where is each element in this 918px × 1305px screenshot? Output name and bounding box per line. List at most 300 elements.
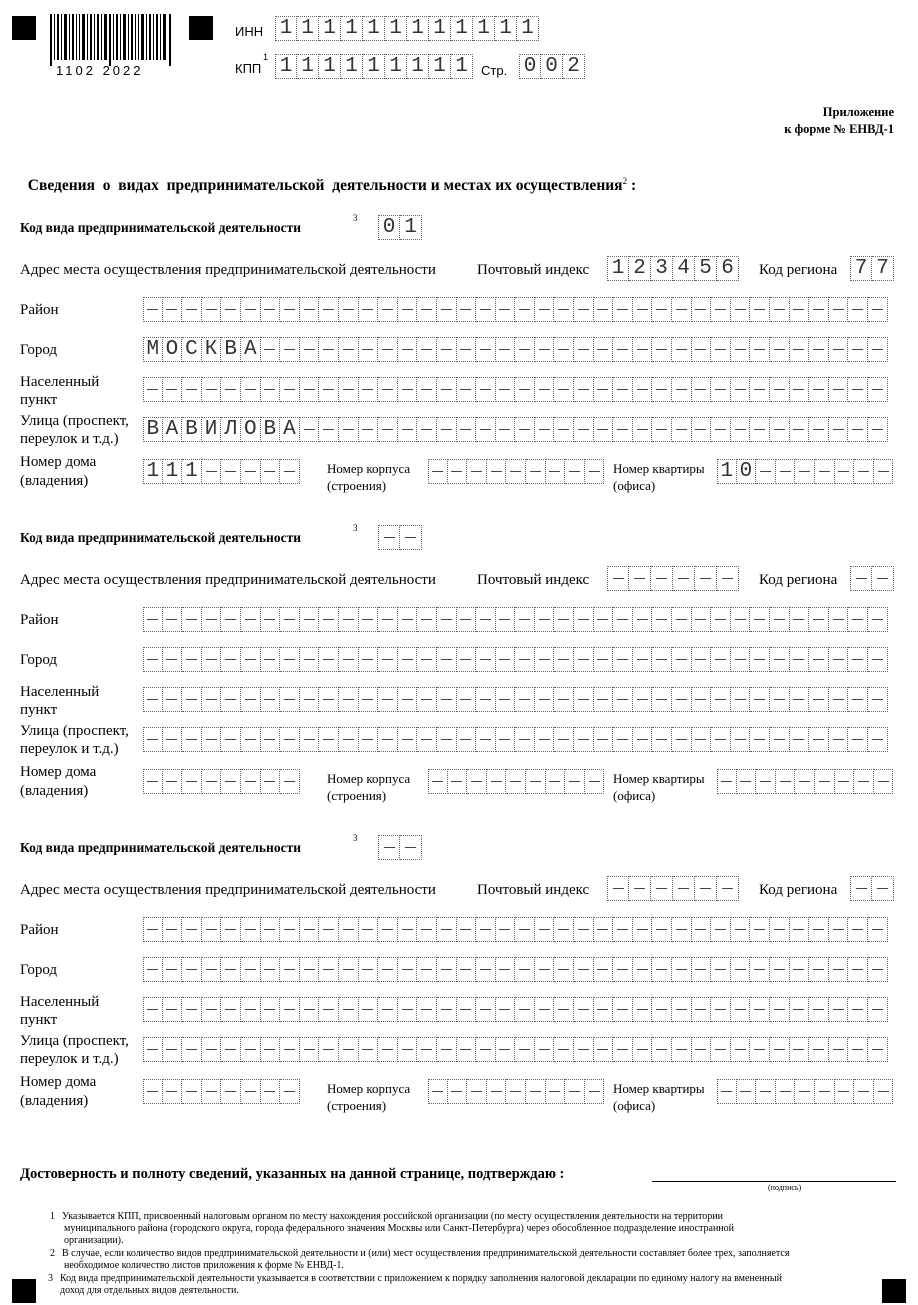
activity-code-label: Код вида предпринимательской деятельности (20, 840, 301, 855)
char-cell: 1 (341, 16, 363, 41)
char-cell (221, 687, 241, 712)
char-cell (554, 647, 574, 672)
apartment-label-line-2: (офиса) (613, 1098, 656, 1113)
char-cell (476, 957, 496, 982)
char-cell (202, 607, 222, 632)
char-cell (790, 377, 810, 402)
char-cell (554, 377, 574, 402)
char-cell (437, 297, 457, 322)
char-cell (633, 917, 653, 942)
building-label-line-2: (строения) (327, 788, 387, 803)
char-cell (221, 647, 241, 672)
char-cell (711, 377, 731, 402)
house-number-field[interactable] (143, 1079, 300, 1104)
char-cell (515, 917, 535, 942)
char-cell (848, 417, 868, 442)
char-cell (398, 607, 418, 632)
char-cell (319, 1037, 339, 1062)
char-cell (692, 727, 712, 752)
char-cell (476, 337, 496, 362)
char-cell (809, 687, 829, 712)
char-cell: 1 (297, 54, 319, 79)
char-cell (300, 607, 320, 632)
char-cell (300, 727, 320, 752)
char-cell (629, 876, 651, 901)
settlement-field[interactable] (143, 997, 888, 1022)
char-cell (868, 997, 888, 1022)
char-cell (692, 297, 712, 322)
char-cell: 1 (429, 54, 451, 79)
char-cell (221, 459, 241, 484)
city-field[interactable] (143, 957, 888, 982)
char-cell (770, 337, 790, 362)
char-cell (202, 727, 222, 752)
char-cell (241, 297, 261, 322)
char-cell (692, 917, 712, 942)
char-cell (717, 1079, 737, 1104)
apartment-label-line-2: (офиса) (613, 478, 656, 493)
char-cell (692, 997, 712, 1022)
street-field[interactable] (143, 1037, 888, 1062)
region-code-label: Код региона (759, 882, 838, 898)
postal-code-label: Почтовый индекс (477, 882, 590, 898)
char-cell (417, 417, 437, 442)
char-cell (594, 607, 614, 632)
char-cell (692, 337, 712, 362)
char-cell (339, 727, 359, 752)
apartment-number-field[interactable] (717, 769, 893, 794)
district-label: Район (20, 612, 59, 628)
char-cell (339, 917, 359, 942)
char-cell (829, 377, 849, 402)
char-cell (496, 997, 516, 1022)
appendix-line-1: Приложение (822, 105, 894, 119)
district-label: Район (20, 922, 59, 938)
char-cell (633, 417, 653, 442)
house-label-line-1: Номер дома (20, 454, 97, 470)
char-cell (437, 957, 457, 982)
char-cell (770, 647, 790, 672)
char-cell (790, 727, 810, 752)
char-cell (506, 769, 526, 794)
char-cell (378, 337, 398, 362)
char-cell (448, 459, 468, 484)
char-cell (790, 917, 810, 942)
char-cell (143, 769, 163, 794)
settlement-field[interactable] (143, 377, 888, 402)
char-cell (652, 917, 672, 942)
char-cell (457, 417, 477, 442)
char-cell (496, 727, 516, 752)
char-cell: 1 (717, 459, 737, 484)
char-cell (487, 769, 507, 794)
building-number-field[interactable] (428, 769, 604, 794)
char-cell (809, 1037, 829, 1062)
street-label-line-2: переулок и т.д.) (20, 741, 119, 757)
char-cell (829, 607, 849, 632)
char-cell (339, 647, 359, 672)
char-cell: 4 (673, 256, 695, 281)
char-cell (731, 687, 751, 712)
char-cell (241, 727, 261, 752)
char-cell (613, 377, 633, 402)
district-field[interactable] (143, 607, 888, 632)
char-cell (241, 377, 261, 402)
postal-code-field[interactable] (607, 566, 739, 591)
char-cell (280, 377, 300, 402)
char-cell (776, 769, 796, 794)
char-cell (594, 1037, 614, 1062)
char-cell (731, 647, 751, 672)
char-cell (221, 997, 241, 1022)
char-cell (202, 1079, 222, 1104)
char-cell (711, 727, 731, 752)
char-cell (339, 607, 359, 632)
char-cell (574, 337, 594, 362)
street-label-line-1: Улица (проспект, (20, 413, 129, 429)
char-cell (850, 876, 872, 901)
char-cell (428, 769, 448, 794)
char-cell: 7 (872, 256, 894, 281)
signature-caption: (подпись) (768, 1183, 802, 1192)
char-cell (417, 917, 437, 942)
char-cell (417, 337, 437, 362)
char-cell (535, 957, 555, 982)
building-number-field[interactable] (428, 1079, 604, 1104)
char-cell (594, 417, 614, 442)
char-cell (163, 647, 183, 672)
char-cell (506, 459, 526, 484)
char-cell (809, 647, 829, 672)
char-cell (398, 957, 418, 982)
apartment-label-line-1: Номер квартиры (613, 771, 705, 786)
region-code-field[interactable] (850, 256, 894, 281)
char-cell (319, 727, 339, 752)
char-cell (554, 417, 574, 442)
char-cell (750, 957, 770, 982)
char-cell: 1 (385, 16, 407, 41)
char-cell (848, 997, 868, 1022)
char-cell (476, 727, 496, 752)
char-cell (651, 876, 673, 901)
char-cell (319, 647, 339, 672)
char-cell (829, 417, 849, 442)
char-cell (163, 957, 183, 982)
city-label: Город (20, 342, 58, 358)
city-label: Город (20, 962, 58, 978)
char-cell (457, 997, 477, 1022)
char-cell (854, 1079, 874, 1104)
char-cell (457, 917, 477, 942)
settlement-label-line-1: Населенный (20, 374, 100, 390)
char-cell (437, 607, 457, 632)
char-cell (815, 1079, 835, 1104)
char-cell (554, 997, 574, 1022)
char-cell (829, 687, 849, 712)
page-number-field[interactable] (519, 54, 585, 79)
char-cell (261, 297, 281, 322)
char-cell (554, 727, 574, 752)
char-cell (717, 566, 739, 591)
char-cell (319, 957, 339, 982)
char-cell (339, 297, 359, 322)
house-number-field[interactable] (143, 769, 300, 794)
building-label-line-1: Номер корпуса (327, 1081, 411, 1096)
char-cell (711, 607, 731, 632)
char-cell (526, 1079, 546, 1104)
char-cell (339, 337, 359, 362)
address-label: Адрес места осуществления предпринимательской деятельности (20, 882, 436, 898)
char-cell (815, 459, 835, 484)
activity-code-field[interactable] (378, 215, 422, 240)
char-cell (496, 377, 516, 402)
char-cell (300, 417, 320, 442)
char-cell (437, 647, 457, 672)
char-cell (221, 1037, 241, 1062)
char-cell (437, 917, 457, 942)
char-cell: 0 (378, 215, 400, 240)
char-cell (672, 647, 692, 672)
char-cell (398, 727, 418, 752)
char-cell (672, 297, 692, 322)
settlement-field[interactable] (143, 687, 888, 712)
char-cell (535, 1037, 555, 1062)
region-code-label: Код региона (759, 262, 838, 278)
activity-code-field[interactable] (378, 525, 422, 550)
char-cell: М (143, 337, 163, 362)
char-cell (868, 417, 888, 442)
char-cell (731, 917, 751, 942)
char-cell: Л (221, 417, 241, 442)
footnote-line: доход для отдельных видов деятельности. (60, 1285, 239, 1296)
char-cell (809, 997, 829, 1022)
char-cell (163, 297, 183, 322)
signature-line[interactable] (652, 1181, 896, 1182)
char-cell (565, 1079, 585, 1104)
char-cell (163, 997, 183, 1022)
house-label-line-1: Номер дома (20, 1074, 97, 1090)
char-cell (711, 337, 731, 362)
char-cell (574, 297, 594, 322)
char-cell (359, 647, 379, 672)
footnote-line: организации). (64, 1235, 124, 1246)
kpp-field[interactable] (275, 54, 473, 79)
building-number-field[interactable] (428, 459, 604, 484)
char-cell (515, 727, 535, 752)
char-cell (143, 377, 163, 402)
char-cell (457, 297, 477, 322)
char-cell (594, 647, 614, 672)
char-cell (848, 607, 868, 632)
house-label-line-2: (владения) (20, 1093, 89, 1109)
char-cell (457, 337, 477, 362)
char-cell (770, 687, 790, 712)
char-cell: О (241, 417, 261, 442)
char-cell (202, 769, 222, 794)
char-cell (770, 997, 790, 1022)
char-cell (652, 417, 672, 442)
char-cell (378, 727, 398, 752)
char-cell (339, 957, 359, 982)
char-cell (848, 687, 868, 712)
settlement-label-line-2: пункт (20, 392, 58, 408)
char-cell (795, 459, 815, 484)
city-field[interactable] (143, 337, 888, 362)
char-cell (565, 769, 585, 794)
char-cell (378, 647, 398, 672)
char-cell (607, 876, 629, 901)
char-cell: И (202, 417, 222, 442)
char-cell (163, 727, 183, 752)
char-cell (731, 727, 751, 752)
char-cell (535, 727, 555, 752)
char-cell (848, 337, 868, 362)
char-cell (613, 297, 633, 322)
char-cell (400, 525, 422, 550)
char-cell (535, 377, 555, 402)
char-cell (359, 297, 379, 322)
activity-code-label: Код вида предпринимательской деятельности (20, 220, 301, 235)
char-cell (750, 607, 770, 632)
region-code-field[interactable] (850, 566, 894, 591)
char-cell (143, 687, 163, 712)
char-cell (467, 1079, 487, 1104)
char-cell (535, 647, 555, 672)
city-field[interactable] (143, 647, 888, 672)
street-label-line-1: Улица (проспект, (20, 1033, 129, 1049)
char-cell (594, 957, 614, 982)
char-cell (790, 417, 810, 442)
char-cell (300, 647, 320, 672)
postal-code-label: Почтовый индекс (477, 572, 590, 588)
settlement-label-line-2: пункт (20, 702, 58, 718)
char-cell: 2 (563, 54, 585, 79)
char-cell (319, 417, 339, 442)
char-cell (790, 1037, 810, 1062)
char-cell (829, 1037, 849, 1062)
building-label-line-2: (строения) (327, 1098, 387, 1113)
char-cell (868, 607, 888, 632)
char-cell (868, 687, 888, 712)
char-cell (868, 957, 888, 982)
char-cell: 1 (495, 16, 517, 41)
char-cell: 1 (319, 16, 341, 41)
char-cell (554, 337, 574, 362)
char-cell (790, 647, 810, 672)
char-cell (261, 769, 281, 794)
char-cell (607, 566, 629, 591)
char-cell (672, 607, 692, 632)
char-cell: В (221, 337, 241, 362)
char-cell (574, 607, 594, 632)
char-cell (585, 459, 605, 484)
char-cell (182, 297, 202, 322)
char-cell (378, 607, 398, 632)
char-cell (790, 297, 810, 322)
char-cell (633, 727, 653, 752)
char-cell (692, 687, 712, 712)
postal-code-field[interactable] (607, 256, 739, 281)
char-cell (241, 1037, 261, 1062)
corner-marker-top-right (189, 16, 213, 40)
char-cell (182, 997, 202, 1022)
region-code-field[interactable] (850, 876, 894, 901)
char-cell (809, 917, 829, 942)
char-cell (143, 917, 163, 942)
corner-marker-bottom-right (882, 1279, 906, 1303)
char-cell (868, 1037, 888, 1062)
char-cell (731, 417, 751, 442)
char-cell (143, 727, 163, 752)
char-cell (731, 337, 751, 362)
char-cell (300, 917, 320, 942)
char-cell (672, 377, 692, 402)
char-cell: 1 (363, 54, 385, 79)
char-cell (457, 377, 477, 402)
apartment-number-field[interactable] (717, 459, 893, 484)
char-cell (378, 377, 398, 402)
char-cell (574, 957, 594, 982)
char-cell (594, 997, 614, 1022)
char-cell (574, 647, 594, 672)
char-cell (300, 377, 320, 402)
region-code-label: Код региона (759, 572, 838, 588)
char-cell (848, 377, 868, 402)
district-field[interactable] (143, 917, 888, 942)
apartment-number-field[interactable] (717, 1079, 893, 1104)
char-cell (163, 1079, 183, 1104)
street-field[interactable] (143, 417, 888, 442)
kpp-footnote-mark: 1 (263, 52, 269, 62)
footnote-number: 2 (50, 1248, 55, 1259)
char-cell (417, 957, 437, 982)
char-cell: А (241, 337, 261, 362)
char-cell: 1 (517, 16, 539, 41)
char-cell (848, 647, 868, 672)
char-cell (629, 566, 651, 591)
settlement-label-line-2: пункт (20, 1012, 58, 1028)
char-cell (378, 1037, 398, 1062)
building-label-line-1: Номер корпуса (327, 771, 411, 786)
house-number-field[interactable] (143, 459, 300, 484)
apartment-label-line-1: Номер квартиры (613, 461, 705, 476)
char-cell (868, 917, 888, 942)
char-cell (633, 377, 653, 402)
postal-code-field[interactable] (607, 876, 739, 901)
activity-code-field[interactable] (378, 835, 422, 860)
char-cell (319, 297, 339, 322)
char-cell (163, 917, 183, 942)
char-cell: 1 (385, 54, 407, 79)
char-cell (300, 997, 320, 1022)
char-cell (143, 607, 163, 632)
district-field[interactable] (143, 297, 888, 322)
char-cell (202, 687, 222, 712)
char-cell (417, 647, 437, 672)
inn-field[interactable] (275, 16, 539, 41)
char-cell (437, 687, 457, 712)
char-cell (359, 1037, 379, 1062)
char-cell (417, 297, 437, 322)
street-field[interactable] (143, 727, 888, 752)
char-cell (770, 377, 790, 402)
char-cell (535, 917, 555, 942)
char-cell (829, 337, 849, 362)
char-cell (770, 917, 790, 942)
char-cell (280, 607, 300, 632)
char-cell (574, 997, 594, 1022)
activity-code-footnote-mark: 3 (353, 523, 358, 533)
